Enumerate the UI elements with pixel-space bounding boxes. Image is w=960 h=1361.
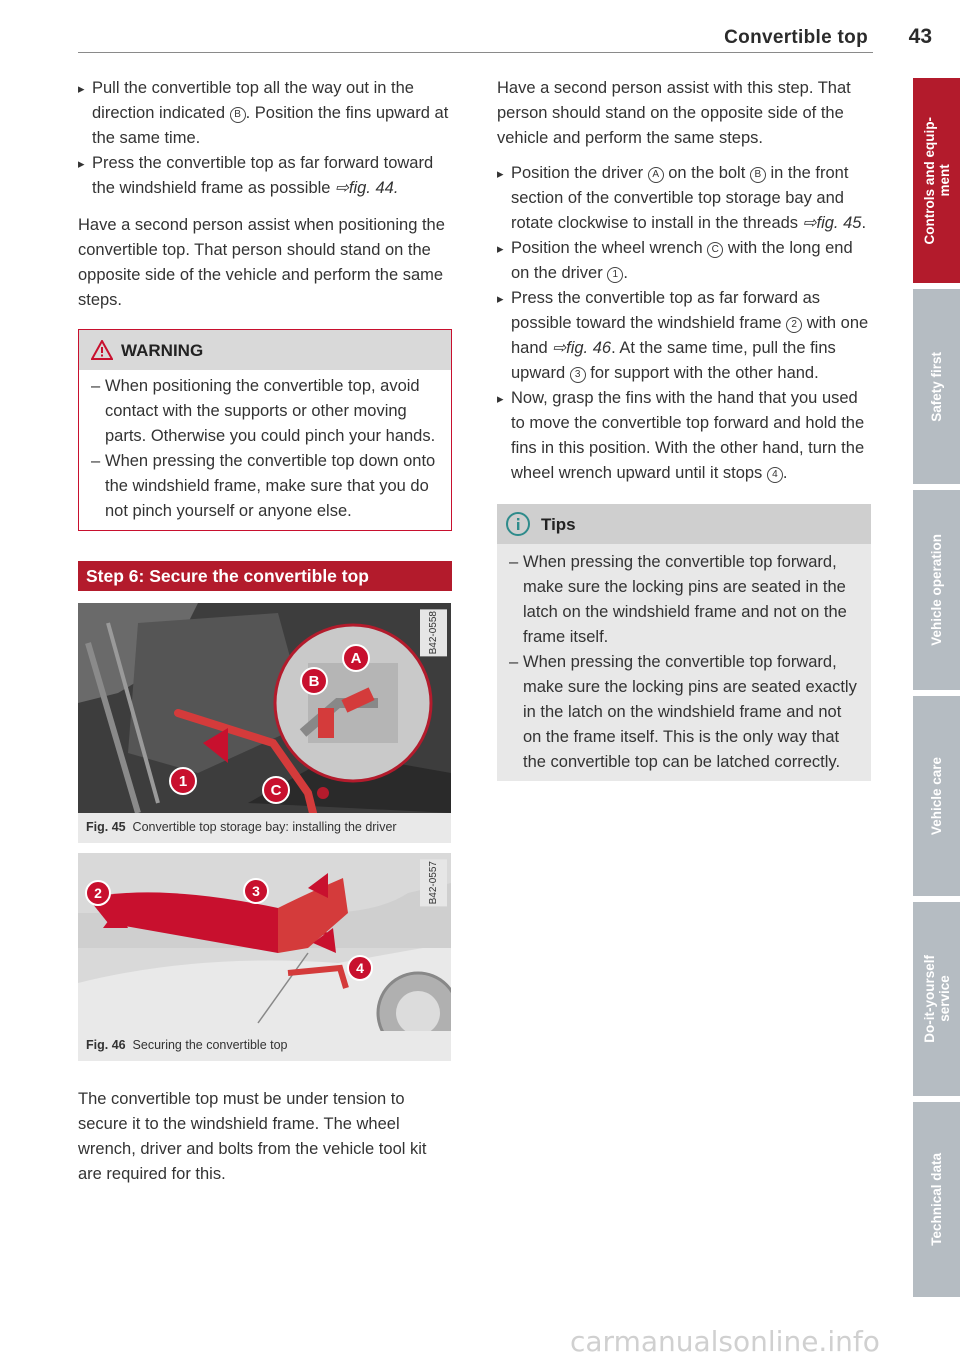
right-column (497, 76, 871, 781)
warning-item: – When positioning the convertible top, avoid contact with the supports or other moving parts. Otherwise you could pinch your hands. (91, 374, 437, 449)
marker-3: 3 (570, 367, 586, 383)
warning-item: – When pressing the convertible top down onto the windshield frame, make sure that you do not pinch yourself or anyone else. (91, 449, 437, 524)
step-text: Press the convertible top as far forward toward the windshield frame as possible (92, 154, 434, 197)
assist-paragraph: Have a second person assist with this step. That person should stand on the opposite side of the vehicle and perform the same steps. (497, 79, 851, 147)
tab-vehicle-care[interactable] (913, 696, 960, 896)
marker-c: C (707, 242, 723, 258)
warning-header (79, 330, 451, 370)
instruction-step (497, 236, 871, 286)
step-text: on the bolt (663, 164, 750, 182)
watermark-text: carmanualsonline.info (570, 1325, 880, 1358)
tab-label: Do-it-yourself service (921, 955, 952, 1043)
marker-b: B (750, 167, 766, 183)
tab-safety-first[interactable] (913, 289, 960, 484)
marker-2-label: 2 (94, 885, 102, 901)
instruction-step (497, 286, 871, 386)
marker-3-label: 3 (252, 883, 260, 899)
step-text: Pull the convertible top all the way out in the direction indicated (92, 79, 414, 122)
figure-label: Fig. 46 (86, 1038, 126, 1052)
step-text: with the long end on the driver (511, 239, 853, 282)
step-text: . (623, 264, 628, 282)
marker-b-label: B (308, 673, 320, 690)
figure-caption (78, 1031, 451, 1061)
step-text: . (861, 214, 867, 232)
instruction-step (497, 386, 871, 486)
step-text: Position the wheel wrench (511, 239, 708, 257)
figure-45-image (78, 603, 451, 813)
tab-label: Vehicle operation (929, 534, 944, 646)
marker-b: B (230, 107, 246, 123)
info-icon (505, 511, 531, 537)
tab-technical-data[interactable] (913, 1102, 960, 1297)
car-top-illustration (78, 853, 451, 1031)
step-text: Position the driver (511, 164, 648, 182)
marker-4: 4 (767, 467, 783, 483)
marker-a: A (648, 167, 664, 183)
figure-code: B42-0558 (420, 609, 447, 656)
figure-46 (78, 853, 451, 1061)
figure-reference-link[interactable]: ⇨fig. 44. (335, 179, 399, 197)
running-section-title: Convertible top (724, 27, 868, 48)
step-text: . Position the fins upward at the same time. (92, 104, 449, 147)
figure-caption (78, 813, 451, 843)
step-text: for support with the other hand. (585, 364, 819, 382)
tension-paragraph: The convertible top must be under tension to secure it to the windshield frame. The wheel wrench, driver and bolts from the vehicle tool kit are required for this. (78, 1090, 427, 1183)
tip-item: – When pressing the convertible top forward, make sure the locking pins are seated in the latch on the windshield frame and not on the frame itself. (509, 550, 859, 650)
figure-code: B42-0557 (420, 859, 447, 906)
tip-item: – When pressing the convertible top forward, make sure the locking pins are seated exactly in the latch on the windshield frame and not on the frame itself. This is the only way that the convertible top can be latched correctly. (509, 650, 859, 775)
assist-paragraph: Have a second person assist when positioning the convertible top. That person should stand on the opposite side of the vehicle and perform the same steps. (78, 216, 445, 309)
page-number: 43 (908, 25, 932, 48)
instruction-step (497, 161, 871, 236)
step-text: . (782, 464, 788, 482)
warning-title: WARNING (121, 340, 204, 360)
warning-box (78, 329, 452, 531)
header-rule (78, 52, 873, 53)
tab-vehicle-operation[interactable] (913, 490, 960, 690)
tips-body (497, 544, 871, 781)
instruction-step (78, 76, 452, 151)
figure-label: Fig. 45 (86, 820, 126, 834)
caption-text: Securing the convertible top (132, 1038, 288, 1052)
warning-triangle-icon (91, 340, 113, 360)
tips-box (497, 504, 871, 781)
marker-1-label: 1 (178, 773, 188, 790)
tab-label: Technical data (929, 1153, 944, 1246)
step-heading: Step 6: Secure the convertible top (78, 561, 452, 591)
figure-45 (78, 603, 451, 843)
tab-label: Vehicle care (929, 756, 944, 836)
caption-text: Convertible top storage bay: installing the driver (132, 820, 397, 834)
step-text: in the front section of the convertible top storage bay and rotate clockwise to install in the threads (511, 164, 849, 232)
marker-1: 1 (607, 267, 623, 283)
marker-c-label: C (270, 782, 282, 799)
tips-header (497, 504, 871, 544)
tab-controls-and-equipment[interactable] (913, 78, 960, 283)
tab-label: Controls and equip- ment (921, 116, 952, 245)
storage-bay-illustration (78, 603, 451, 813)
figure-46-image (78, 853, 451, 1031)
step-text: with one hand (511, 314, 869, 357)
tab-do-it-yourself-service[interactable] (913, 902, 960, 1096)
step-text: . At the same time, pull the fins upward (511, 339, 836, 382)
tab-label: Safety first (929, 351, 944, 422)
tips-title: Tips (541, 514, 576, 534)
warning-body (79, 370, 451, 530)
step-text: Now, grasp the fins with the hand that you used to move the convertible top forward and hold the fins in this position. With the other hand, turn the wheel wrench upward until it stops (511, 389, 865, 482)
step-text: Press the convertible top as far forward as possible toward the windshield frame (511, 289, 821, 332)
figure-reference-link[interactable]: ⇨fig. 45 (802, 214, 862, 232)
marker-4-label: 4 (356, 960, 364, 976)
marker-2: 2 (786, 317, 802, 333)
instruction-step (78, 151, 452, 201)
figure-reference-link[interactable]: ⇨fig. 46 (552, 339, 612, 357)
left-column (78, 76, 452, 1187)
marker-a-label: A (350, 650, 362, 667)
